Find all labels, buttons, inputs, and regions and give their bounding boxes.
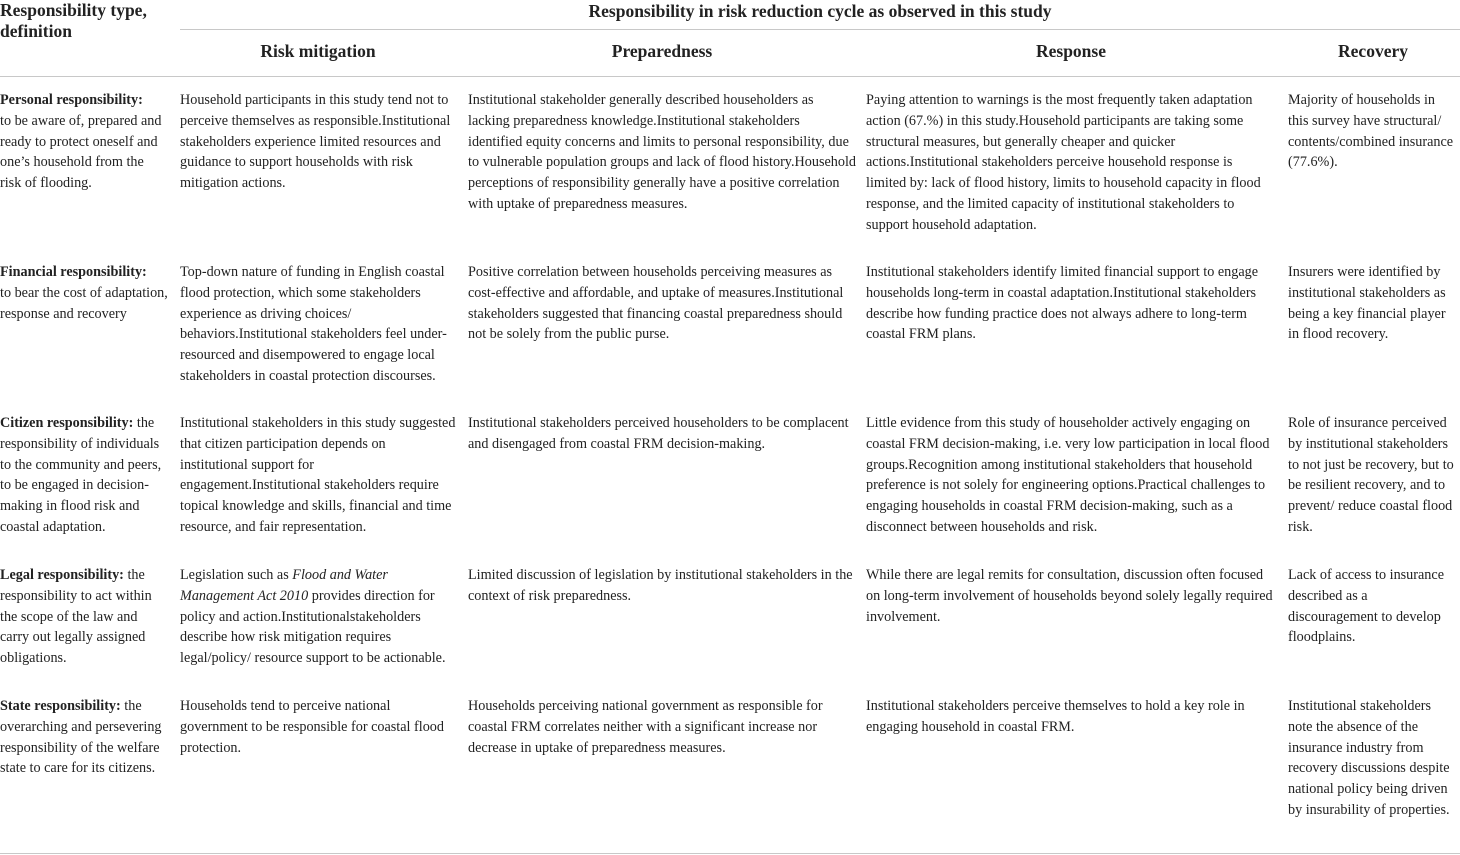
responsibility-type-label: Citizen responsibility: bbox=[0, 415, 134, 431]
responsibility-type-label: Legal responsibility: bbox=[0, 567, 124, 583]
cell-preparedness: Positive correlation between households perceiving measures as cost-effective and affordable, and uptake of measures.Institutional stakeholders suggested that financing coastal preparedness should not be solely from the public purse. bbox=[468, 264, 844, 343]
cell-recovery: Majority of households in this survey have structural/ contents/combined insurance (77.6%). bbox=[1288, 92, 1454, 171]
cell-response: Little evidence from this study of householder actively engaging on coastal FRM decision-making, i.e. very low participation in local flood groups.Recognition among institutional stakeholders that household preference is not solely for engineering options.Practical challenges to engaging households in coastal FRM decision-making, such as a disconnect between households and risk. bbox=[866, 415, 1270, 535]
cell-response: While there are legal remits for consultation, discussion often focused on long-term involvement of households beyond solely legally required involvement. bbox=[866, 567, 1273, 625]
cell-recovery: Insurers were identified by institutional stakeholders as being a key financial player in flood recovery. bbox=[1288, 264, 1446, 343]
responsibility-definition: the responsibility of individuals to the community and peers, to be engaged in decision-making in flood risk and coastal adaptation. bbox=[0, 415, 162, 535]
cell-preparedness: Limited discussion of legislation by institutional stakeholders in the context of risk preparedness. bbox=[468, 567, 853, 604]
responsibility-definition: to be aware of, prepared and ready to protect oneself and one’s household from the risk of flooding. bbox=[0, 112, 162, 192]
cell-preparedness: Households perceiving national government as responsible for coastal FRM correlates neither with a significant increase nor decrease in uptake of preparedness measures. bbox=[468, 698, 823, 756]
column-header-response: Response bbox=[1035, 41, 1106, 61]
cell-responsibility-type bbox=[0, 565, 168, 669]
cell-responsibility-type bbox=[0, 262, 168, 324]
cell-risk-mitigation: Household participants in this study tend not to perceive themselves as responsible.Institutional stakeholders experience limited resources and guidance to support households with risk mitigation actions. bbox=[180, 92, 451, 192]
cell-recovery: Institutional stakeholders note the absence of the insurance industry from recovery discussions despite national policy being driven by insurability of properties. bbox=[1288, 698, 1450, 818]
header-first-column: Responsibility type, definition bbox=[0, 0, 147, 41]
mitigation-text-start: Legislation such as bbox=[180, 567, 293, 583]
cell-risk-mitigation: Households tend to perceive national government to be responsible for coastal flood protection. bbox=[180, 698, 444, 756]
header-group-rule bbox=[180, 29, 1460, 30]
column-header-risk-mitigation: Risk mitigation bbox=[260, 41, 376, 61]
legislation-title: Flood and Water Management Act 2010 bbox=[180, 567, 388, 604]
cell-recovery: Role of insurance perceived by institutional stakeholders to not just be recovery, but to be resilient recovery, and to prevent/ reduce coastal flood risk. bbox=[1288, 415, 1454, 535]
responsibility-type-label: Financial responsibility: bbox=[0, 264, 147, 280]
cell-response: Institutional stakeholders perceive themselves to hold a key role in engaging household in coastal FRM. bbox=[866, 698, 1245, 735]
cell-risk-mitigation bbox=[180, 565, 456, 669]
responsibility-definition: the responsibility to act within the scope of the law and carry out legally assigned obligations. bbox=[0, 567, 152, 667]
cell-responsibility-type bbox=[0, 90, 168, 194]
cell-responsibility-type bbox=[0, 413, 168, 538]
header-rule bbox=[0, 76, 1460, 77]
cell-preparedness: Institutional stakeholders perceived householders to be complacent and disengaged from coastal FRM decision-making. bbox=[468, 415, 849, 452]
column-header-preparedness: Preparedness bbox=[611, 41, 713, 61]
header-group-title: Responsibility in risk reduction cycle as observed in this study bbox=[588, 1, 1052, 21]
cell-response: Institutional stakeholders identify limited financial support to engage households long-term in coastal adaptation.Institutional stakeholders describe how funding practice does not always adhere to long-term coastal FRM plans. bbox=[866, 264, 1259, 343]
cell-risk-mitigation: Top-down nature of funding in English coastal flood protection, which some stakeholders experience as driving choices/ behaviors.Institutional stakeholders feel under-resourced and disempowered to engage local stakeholders in coastal protection discourses. bbox=[180, 264, 447, 384]
responsibility-definition: to bear the cost of adaptation, response and recovery bbox=[0, 284, 168, 322]
column-header-recovery: Recovery bbox=[1338, 41, 1408, 61]
responsibility-type-label: Personal responsibility: bbox=[0, 92, 143, 108]
cell-risk-mitigation: Institutional stakeholders in this study suggested that citizen participation depends on institutional support for engagement.Institutional stakeholders require topical knowledge and skills, financial and time resource, and fair representation. bbox=[180, 415, 456, 535]
responsibility-type-label: State responsibility: bbox=[0, 698, 121, 714]
mitigation-text-end: provides direction for policy and action.Institutionalstakeholders describe how risk mitigation requires legal/policy/ resource support to be actionable. bbox=[180, 587, 446, 667]
cell-response: Paying attention to warnings is the most frequently taken adaptation action (67.%) in this study.Household participants are taking some structural measures, but generally cheaper and quicker actions.Institutional stakeholders perceive household response is limited by: lack of flood history, limits to household capacity in flood response, and the limited capacity of institutional stakeholders to support household adaptation. bbox=[866, 92, 1261, 233]
cell-preparedness: Institutional stakeholder generally described householders as lacking preparedness knowledge.Institutional stakeholders identified equity concerns and limits to personal responsibility, due to vulnerable population groups and lack of flood history.Household perceptions of responsibility generally have a positive correlation with uptake of preparedness measures. bbox=[468, 92, 856, 212]
responsibility-definition: the overarching and persevering responsibility of the welfare state to care for its citizens. bbox=[0, 698, 162, 777]
cell-responsibility-type bbox=[0, 696, 168, 779]
table-bottom-rule bbox=[0, 853, 1460, 854]
cell-recovery: Lack of access to insurance described as a discouragement to develop floodplains. bbox=[1288, 567, 1444, 646]
